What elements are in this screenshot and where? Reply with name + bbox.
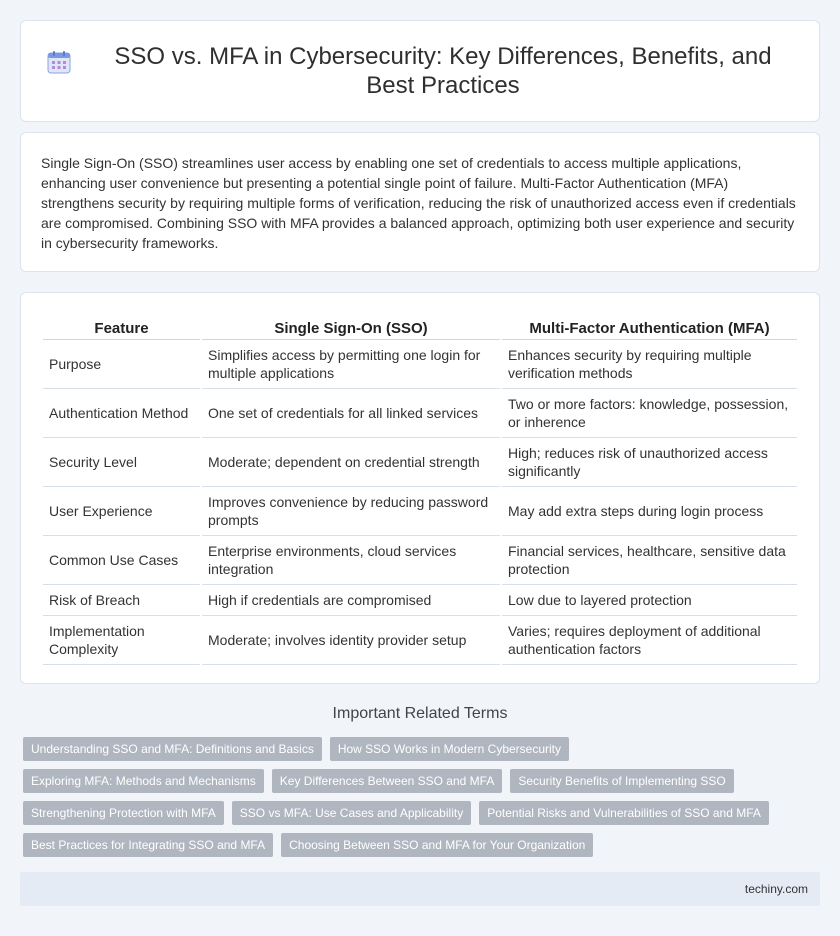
- header-sso: Single Sign-On (SSO): [201, 313, 501, 339]
- mfa-cell: Enhances security by requiring multiple verification methods: [501, 339, 797, 388]
- related-term-tag[interactable]: SSO vs MFA: Use Cases and Applicability: [232, 801, 471, 825]
- related-term-tag[interactable]: Understanding SSO and MFA: Definitions and Basics: [23, 737, 322, 761]
- feature-cell: Authentication Method: [43, 388, 201, 437]
- feature-cell: Security Level: [43, 437, 201, 486]
- related-terms-title: Important Related Terms: [332, 705, 508, 722]
- feature-cell: Implementation Complexity: [43, 615, 201, 664]
- mfa-cell: Varies; requires deployment of additional authentication factors: [501, 615, 797, 664]
- footer-site-link[interactable]: techiny.com: [744, 882, 808, 896]
- table-header-row: [43, 313, 797, 339]
- related-terms-tags: [23, 737, 823, 865]
- page-title: SSO vs. MFA in Cybersecurity: Key Differences, Benefits, and Best Practices: [114, 43, 772, 99]
- mfa-cell: Low due to layered protection: [501, 584, 797, 615]
- title-card: [20, 20, 820, 122]
- header-mfa: Multi-Factor Authentication (MFA): [501, 313, 797, 339]
- sso-cell: Improves convenience by reducing password prompts: [201, 486, 501, 535]
- table-row: [43, 584, 797, 615]
- table-row: [43, 388, 797, 437]
- mfa-cell: Two or more factors: knowledge, possession, or inherence: [501, 388, 797, 437]
- related-term-tag[interactable]: Choosing Between SSO and MFA for Your Organization: [281, 833, 593, 857]
- calendar-icon: [47, 50, 71, 74]
- related-term-tag[interactable]: Exploring MFA: Methods and Mechanisms: [23, 769, 264, 793]
- feature-cell: Purpose: [43, 339, 201, 388]
- feature-cell: Risk of Breach: [43, 584, 201, 615]
- table-row: [43, 339, 797, 388]
- feature-cell: User Experience: [43, 486, 201, 535]
- sso-cell: High if credentials are compromised: [201, 584, 501, 615]
- related-term-tag[interactable]: Potential Risks and Vulnerabilities of SSO and MFA: [479, 801, 769, 825]
- related-term-tag[interactable]: Security Benefits of Implementing SSO: [510, 769, 733, 793]
- header-feature: Feature: [43, 313, 201, 339]
- related-term-tag[interactable]: How SSO Works in Modern Cybersecurity: [330, 737, 569, 761]
- table-row: [43, 615, 797, 664]
- table-row: [43, 437, 797, 486]
- table-row: [43, 486, 797, 535]
- sso-cell: Enterprise environments, cloud services integration: [201, 535, 501, 584]
- related-term-tag[interactable]: Key Differences Between SSO and MFA: [272, 769, 503, 793]
- feature-cell: Common Use Cases: [43, 535, 201, 584]
- mfa-cell: May add extra steps during login process: [501, 486, 797, 535]
- sso-cell: Moderate; involves identity provider setup: [201, 615, 501, 664]
- related-term-tag[interactable]: Best Practices for Integrating SSO and MFA: [23, 833, 273, 857]
- footer: [20, 872, 820, 906]
- title-wrap: [40, 42, 800, 100]
- mfa-cell: High; reduces risk of unauthorized access significantly: [501, 437, 797, 486]
- comparison-table-card: [20, 292, 820, 684]
- sso-cell: Moderate; dependent on credential strength: [201, 437, 501, 486]
- table-row: [43, 535, 797, 584]
- intro-paragraph: Single Sign-On (SSO) streamlines user access by enabling one set of credentials to access multiple applications, enhancing user convenience but presenting a potential single point of failure. Multi-Factor Authentication (MFA) strengthens security by requiring multiple forms of verification, reducing the risk of unauthorized access even if credentials are compromised. Combining SSO with MFA provides a balanced approach, optimizing both user experience and security in cybersecurity frameworks.: [41, 155, 796, 251]
- sso-cell: One set of credentials for all linked services: [201, 388, 501, 437]
- intro-card: [20, 132, 820, 272]
- sso-cell: Simplifies access by permitting one login for multiple applications: [201, 339, 501, 388]
- comparison-table: [43, 313, 797, 665]
- related-term-tag[interactable]: Strengthening Protection with MFA: [23, 801, 224, 825]
- mfa-cell: Financial services, healthcare, sensitive data protection: [501, 535, 797, 584]
